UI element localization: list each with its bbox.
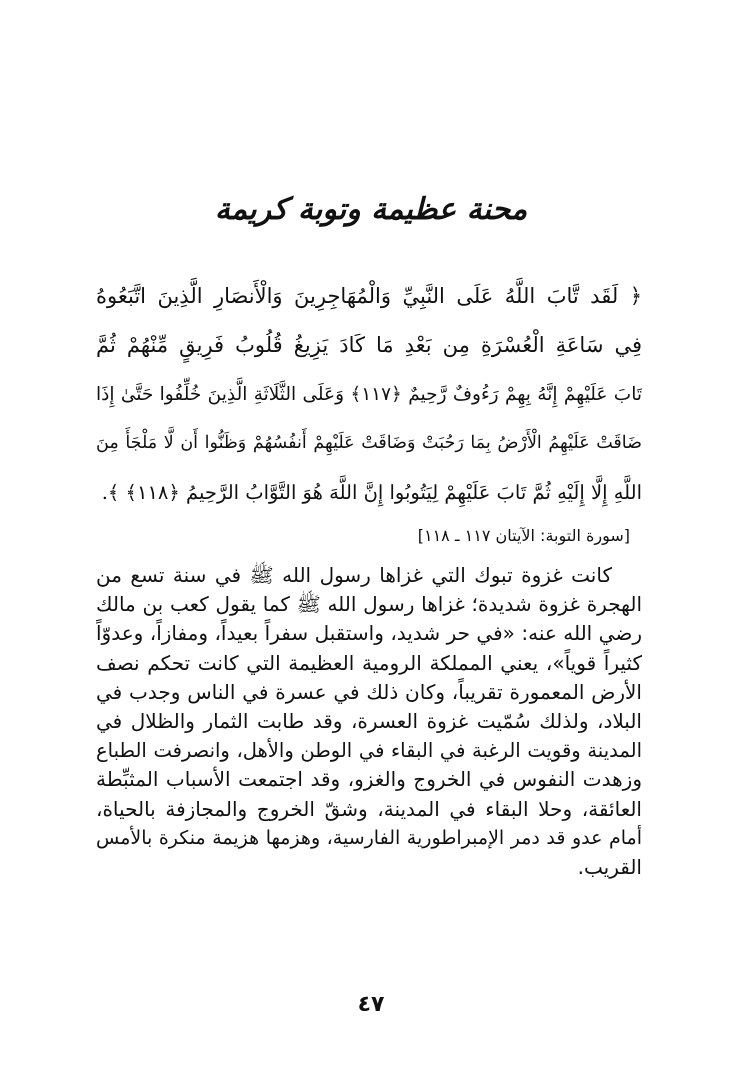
body-line: وزهدت النفوس في الخروج والغزو، وقد اجتمعت الأسباب المثبِّطة [96,767,642,792]
quran-verse-block [96,272,642,517]
verse-line: ﴿ لَقَد تَّابَ اللَّهُ عَلَى النَّبِيِّ وَالْمُهَاجِرِينَ وَالْأَنصَارِ الَّذِينَ اتَّبَعُوهُ [96,284,642,308]
body-line: رضي الله عنه: «في حر شديد، واستقبل سفراً بعيداً، ومفازاً، وعدوّاً [96,621,642,646]
page-number: ٤٧ [357,992,385,1017]
verse-line: فِي سَاعَةِ الْعُسْرَةِ مِن بَعْدِ مَا كَادَ يَزِيغُ قُلُوبُ فَرِيقٍ مِّنْهُمْ ثُمَّ [96,333,642,357]
verse-line: تَابَ عَلَيْهِمْ إِنَّهُ بِهِمْ رَءُوفٌ رَّحِيمٌ ﴿١١٧﴾ وَعَلَى الثَّلَاثَةِ الَّذِينَ خُلِّفُوا حَتَّىٰ إِذَا [96,384,642,405]
verse-citation: [سورة التوبة: الآيتان ١١٧ ـ ١١٨] [417,526,630,545]
body-line: العائقة، وحلا البقاء في المدينة، وشقّ الخروج والمجازفة بالحياة، [96,796,642,821]
body-line: البلاد، ولذلك سُمّيت غزوة العسرة، وقد طابت الثمار والظلال في [96,708,642,733]
verse-line: ضَاقَتْ عَلَيْهِمُ الْأَرْضُ بِمَا رَحُبَتْ وَضَاقَتْ عَلَيْهِمْ أَنفُسُهُمْ وَظَنُّوا أَن لَّا مَلْجَأَ مِنَ [96,433,642,453]
verse-line: اللَّهِ إِلَّا إِلَيْهِ ثُمَّ تَابَ عَلَيْهِمْ لِيَتُوبُوا إِنَّ اللَّهَ هُوَ التَّوَّابُ الرَّحِيمُ ﴿١١٨﴾ ﴾. [101,481,642,504]
body-line: الأرض المعمورة تقريباً، وكان ذلك في عسرة في الناس وجدب في [96,679,642,704]
body-line: كانت غزوة تبوك التي غزاها رسول الله ﷺ في سنة تسع من [96,563,612,587]
body-paragraph [96,561,642,882]
chapter-title: محنة عظيمة وتوبة كريمة [214,192,528,227]
body-line: كثيراً قوياً»، يعني المملكة الرومية العظيمة التي كانت تحكم نصف [96,650,642,675]
body-line: المدينة وقويت الرغبة في البقاء في الوطن والأهل، وانصرفت الطباع [96,739,642,763]
body-line: أمام عدو قد دمر الإمبراطورية الفارسية، وهزمها هزيمة منكرة بالأمس [96,826,642,849]
body-line: القريب. [577,854,642,879]
body-line: الهجرة غزوة شديدة؛ غزاها رسول الله ﷺ كما يقول كعب بن مالك [96,592,642,617]
